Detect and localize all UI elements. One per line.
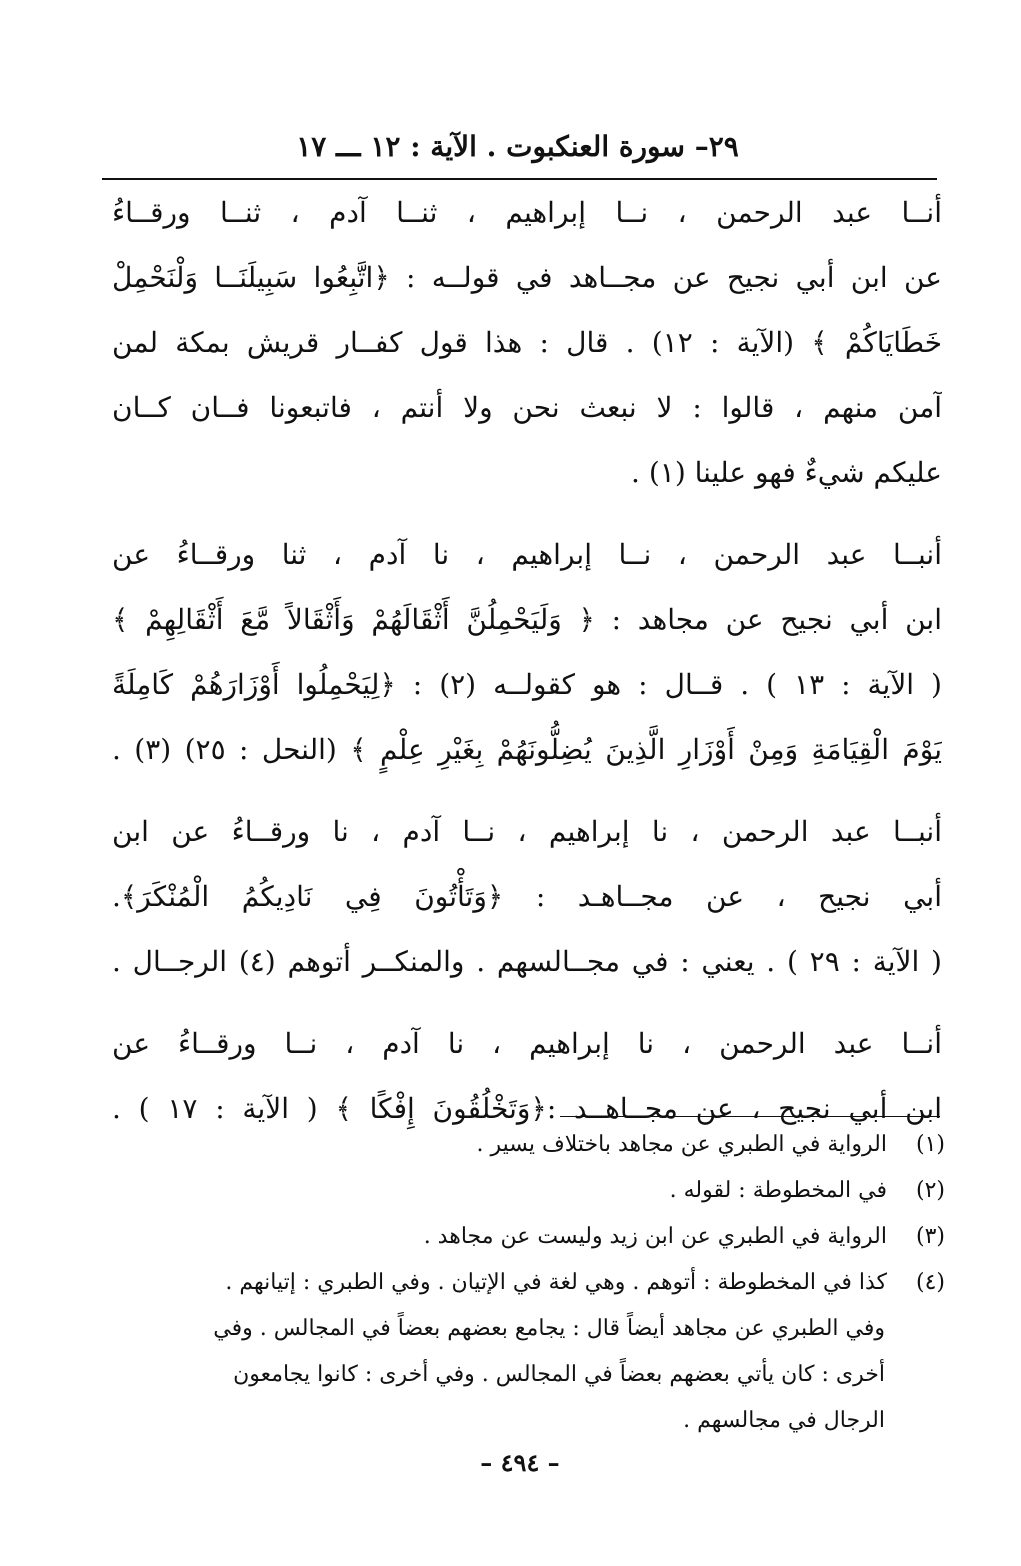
footnote-text: الرواية في الطبري عن مجاهد باختلاف يسير .	[476, 1132, 887, 1157]
footnote-text: كذا في المخطوطة : أتوهم . وهي لغة في الإتيان . وفي الطبري : إتيانهم .	[225, 1270, 887, 1295]
footnote-marker: (٤)	[915, 1270, 945, 1295]
paragraph-3	[112, 799, 942, 994]
page-number: – ٤٩٤ –	[480, 1448, 560, 1477]
text-line: ابن أبي نجيح عن مجاهد : ﴿ وَلَيَحْمِلُنَّ أَثْقَالَهُمْ وَأَثْقَالاً مَّعَ أَثْقَالِهِمْ ﴾	[112, 603, 942, 636]
text-line: أنــا عبد الرحمن ، نا إبراهيم ، نا آدم ، نــا ورقــاءُ عن	[112, 1027, 942, 1060]
footnote-2	[140, 1168, 945, 1214]
footnote-4-continued: أخرى : كان يأتي بعضهم بعضاً في المجالس . وفي أخرى : كانوا يجامعون	[233, 1362, 885, 1387]
text-line: أنبــا عبد الرحمن ، نــا إبراهيم ، نا آدم ، ثنا ورقــاءُ عن	[112, 538, 942, 571]
text-line: ( الآية : ٢٩ ) . يعني : في مجــالسهم . والمنكــر أتوهم (٤) الرجــال .	[112, 945, 942, 978]
text-line: خَطَايَاكُمْ ﴾ (الآية : ١٢) . قال : هذا قول كفــار قريش بمكة لمن	[112, 326, 942, 359]
text-line: أنــا عبد الرحمن ، نــا إبراهيم ، ثنــا آدم ، ثنــا ورقــاءُ	[112, 196, 942, 229]
footnote-3	[140, 1214, 945, 1260]
paragraph-1	[112, 180, 942, 505]
footnote-text: الرواية في الطبري عن ابن زيد وليست عن مجاهد .	[423, 1224, 887, 1249]
footnote-text: في المخطوطة : لقوله .	[669, 1178, 887, 1203]
text-line: ابن أبي نجيح ، عن مجــاهــد :﴿وَتَخْلُقُونَ إِفْكًا ﴾ ( الآية : ١٧ ) .	[112, 1092, 942, 1125]
text-line: ( الآية : ١٣ ) . قــال : هو كقولــه (٢) : ﴿لِيَحْمِلُوا أَوْزَارَهُمْ كَامِلَةً	[112, 668, 942, 701]
text-line: يَوْمَ الْقِيَامَةِ وَمِنْ أَوْزَارِ الَّذِينَ يُضِلُّونَهُمْ بِغَيْرِ عِلْمٍ ﴾ (النحل : ٢٥) (٣) .	[112, 733, 942, 766]
text-line: أبي نجيح ، عن مجــاهـد : ﴿وَتَأْتُونَ فِي نَادِيكُمُ الْمُنْكَرَ﴾.	[112, 880, 942, 913]
footnotes	[140, 1122, 945, 1444]
footnote-marker: (١)	[915, 1132, 945, 1157]
footnote-marker: (٢)	[915, 1178, 945, 1203]
footnote-4-continued: الرجال في مجالسهم .	[683, 1408, 885, 1433]
footnote-marker: (٣)	[915, 1224, 945, 1249]
footnote-4-continued: وفي الطبري عن مجاهد أيضاً قال : يجامع بعضهم بعضاً في المجالس . وفي	[213, 1316, 885, 1341]
footnote-1	[140, 1122, 945, 1168]
text-line: آمن منهم ، قالوا : لا نبعث نحن ولا أنتم ، فاتبعونا فــان كــان	[112, 391, 942, 424]
footnote-rule	[560, 1116, 940, 1117]
footnote-4	[140, 1260, 945, 1306]
main-text	[112, 180, 942, 1141]
text-line: عن ابن أبي نجيح عن مجــاهد في قولــه : ﴿اتَّبِعُوا سَبِيلَنَــا وَلْنَحْمِلْ	[112, 261, 942, 294]
paragraph-2	[112, 522, 942, 782]
running-header: ٢٩– سورة العنكبوت . الآية : ١٢ ـــ ١٧	[296, 130, 739, 163]
text-line: عليكم شيءٌ فهو علينا (١) .	[631, 456, 942, 489]
text-line: أنبــا عبد الرحمن ، نا إبراهيم ، نــا آدم ، نا ورقــاءُ عن ابن	[112, 815, 942, 848]
